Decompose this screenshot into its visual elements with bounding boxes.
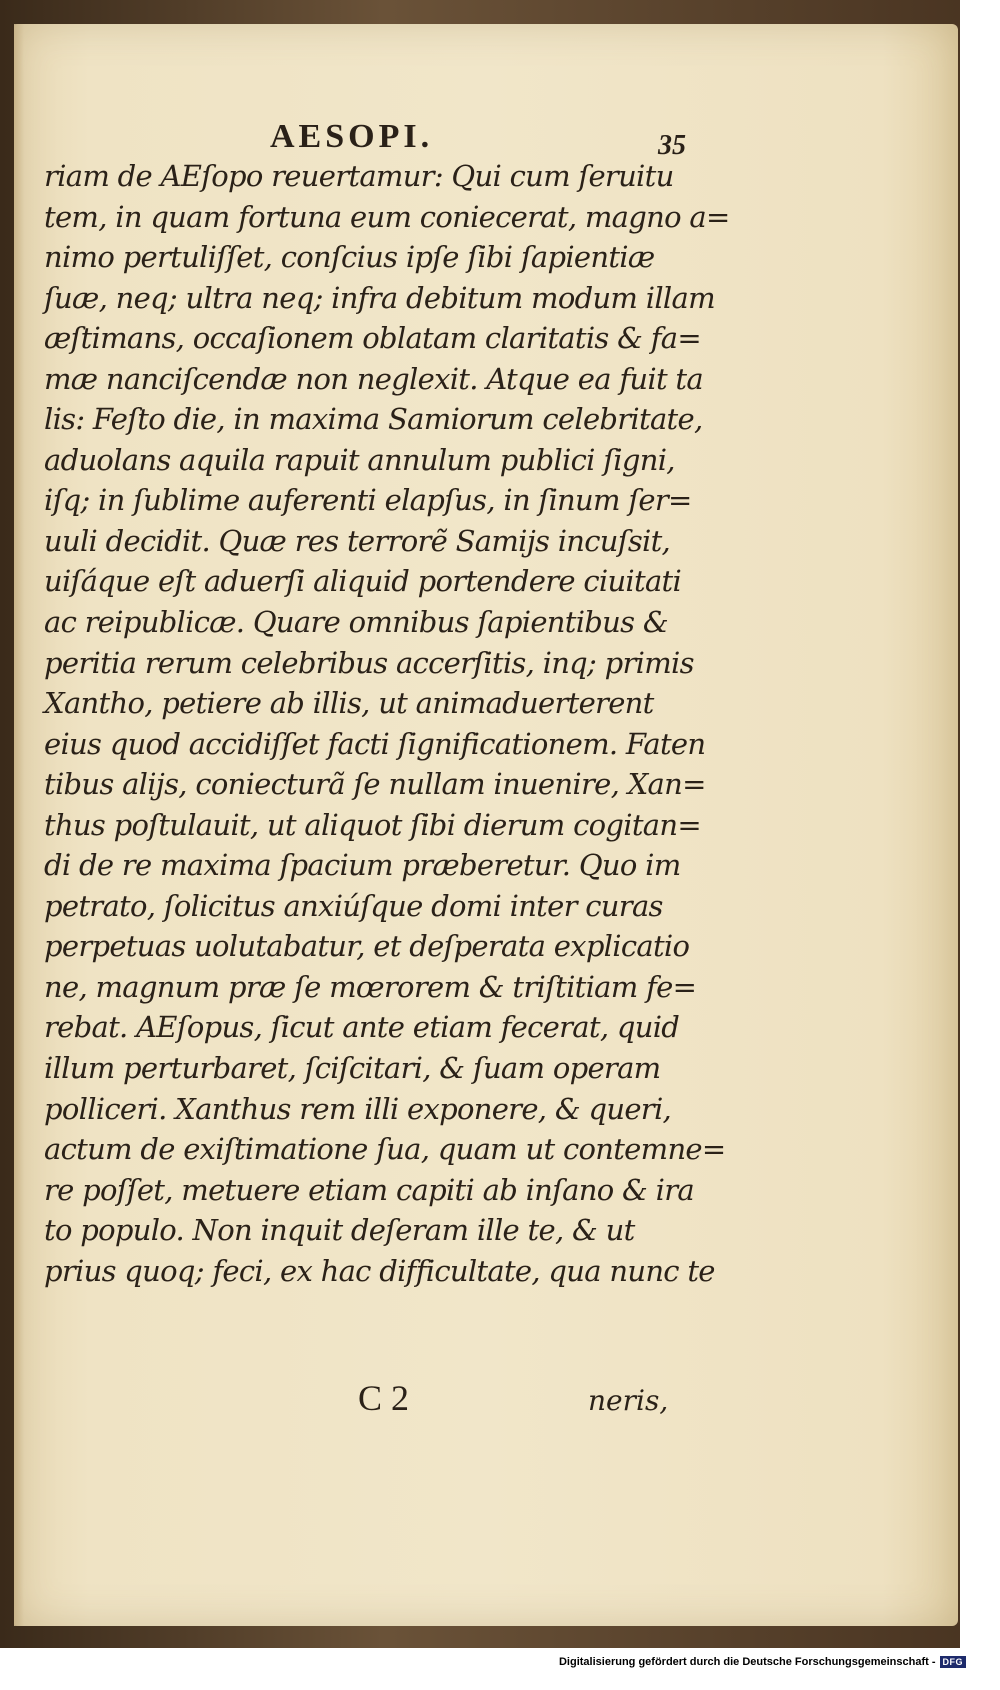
text-line: Xantho, petiere ab illis, ut animaduerterent [44,686,654,721]
text-line: ſuæ, neq; ultra neq; infra debitum modum illam [44,280,715,315]
running-head: AESOPI. [270,118,434,155]
text-line: tem, in quam fortuna eum coniecerat, magno a= [44,199,730,234]
text-line: thus poſtulauit, ut aliquot ſibi dierum cogitan= [44,807,701,842]
text-line: di de re maxima ſpacium præberetur. Quo im [44,848,681,883]
signature-mark: C 2 [358,1378,410,1418]
folio-number: 35 [658,130,686,161]
text-line: tibus alijs, coniecturã ſe nullam inuenire, Xan= [44,767,706,802]
text-line: uiſáque eſt aduerſi aliquid portendere ciuitati [44,564,682,599]
text-line: eius quod accidiſſet facti ſignificationem. Faten [44,726,706,761]
text-line: lis: Feſto die, in maxima Samiorum celebritate, [44,402,703,437]
text-line: aduolans aquila rapuit annulum publici ſigni, [44,442,675,477]
text-line: riam de AEſopo reuertamur: Qui cum ſeruitu [44,159,674,193]
credit-text: Digitalisierung gefördert durch die Deutsche Forschungsgemeinschaft - [558,1656,936,1668]
text-line: iſq; in ſublime auferenti elapſus, in ſinum ſer= [44,483,692,518]
text-line: polliceri. Xanthus rem illi exponere, & queri, [44,1091,672,1126]
text-line: prius quoq; feci, ex hac difficultate, qua nunc te [44,1253,715,1288]
catchword: neris, [588,1384,669,1417]
text-line: illum perturbaret, ſciſcitari, & ſuam operam [44,1051,661,1086]
text-line: peritia rerum celebribus accerſitis, inq; primis [44,645,694,680]
text-line: actum de exiſtimatione ſua, quam ut contemne= [44,1132,726,1167]
digitization-credit [559,1656,966,1668]
text-line: perpetuas uolutabatur, et deſperata explicatio [44,929,690,964]
text-line: nimo pertuliſſet, conſcius ipſe ſibi ſapientiæ [44,240,655,275]
text-line: ne, magnum præ ſe mœrorem & triſtitiam fe= [44,969,697,1004]
body-text [44,156,730,1291]
text-line: petrato, ſolicitus anxiúſque domi inter curas [44,888,663,923]
text-line: uuli decidit. Quæ res terrorẽ Samijs incuſsit, [44,523,671,558]
text-line: æſtimans, occaſionem oblatam claritatis & fa= [44,321,701,356]
dfg-logo: DFG [940,1656,967,1668]
text-line: re poſſet, metuere etiam capiti ab inſano & ira [44,1172,694,1207]
text-line: ac reipublicæ. Quare omnibus ſapientibus & [44,605,668,640]
text-line: mæ nanciſcendæ non neglexit. Atque ea fuit ta [44,361,703,396]
text-line: rebat. AEſopus, ſicut ante etiam fecerat, quid [44,1010,680,1045]
text-line: to populo. Non inquit deſeram ille te, & ut [44,1213,635,1248]
page-gutter-shadow [14,24,24,1626]
